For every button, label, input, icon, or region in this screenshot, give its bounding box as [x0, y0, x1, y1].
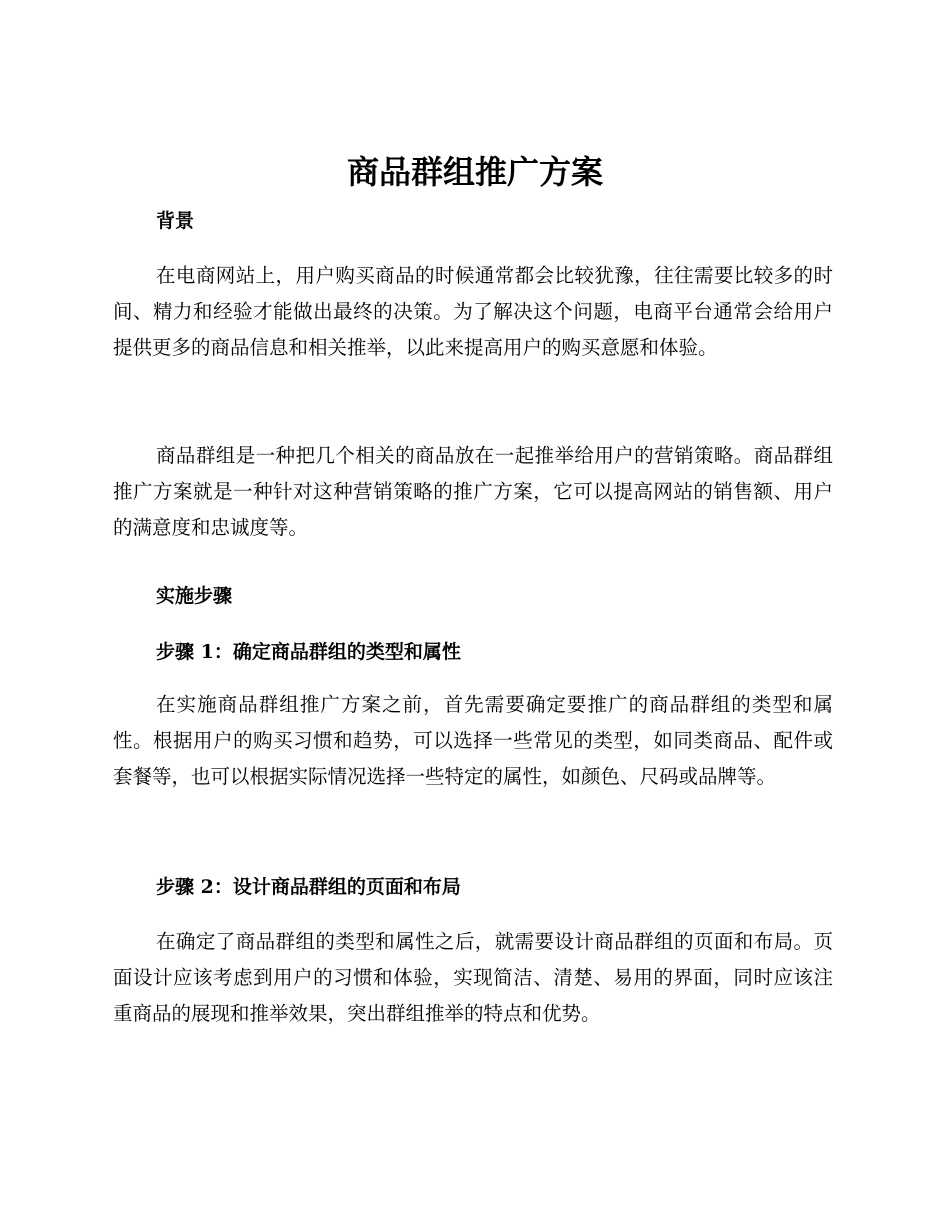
step-1-heading: 步骤 1：确定商品群组的类型和属性	[156, 641, 461, 663]
section-heading-implementation: 实施步骤	[156, 585, 233, 607]
background-paragraph-1: 在电商网站上，用户购买商品的时候通常都会比较犹豫，往往需要比较多的时间、精力和经验才能做出最终的决策。为了解决这个问题，电商平台通常会给用户提供更多的商品信息和相关推举，以此来提高用户的购买意愿和体验。	[113, 264, 833, 359]
document-title: 商品群组推广方案	[346, 153, 603, 191]
step-1-paragraph: 在实施商品群组推广方案之前，首先需要确定要推广的商品群组的类型和属性。根据用户的购买习惯和趋势，可以选择一些常见的类型，如同类商品、配件或套餐等，也可以根据实际情况选择一些特定的属性，如颜色、尺码或品牌等。	[113, 693, 833, 788]
section-heading-background: 背景	[156, 210, 195, 232]
step-2-paragraph: 在确定了商品群组的类型和属性之后，就需要设计商品群组的页面和布局。页面设计应该考虑到用户的习惯和体验，实现简洁、清楚、易用的界面，同时应该注重商品的展现和推举效果，突出群组推举的特点和优势。	[113, 930, 833, 1025]
step-2-heading: 步骤 2：设计商品群组的页面和布局	[156, 876, 461, 898]
background-paragraph-2: 商品群组是一种把几个相关的商品放在一起推举给用户的营销策略。商品群组推广方案就是一种针对这种营销策略的推广方案，它可以提高网站的销售额、用户的满意度和忠诚度等。	[113, 444, 833, 539]
